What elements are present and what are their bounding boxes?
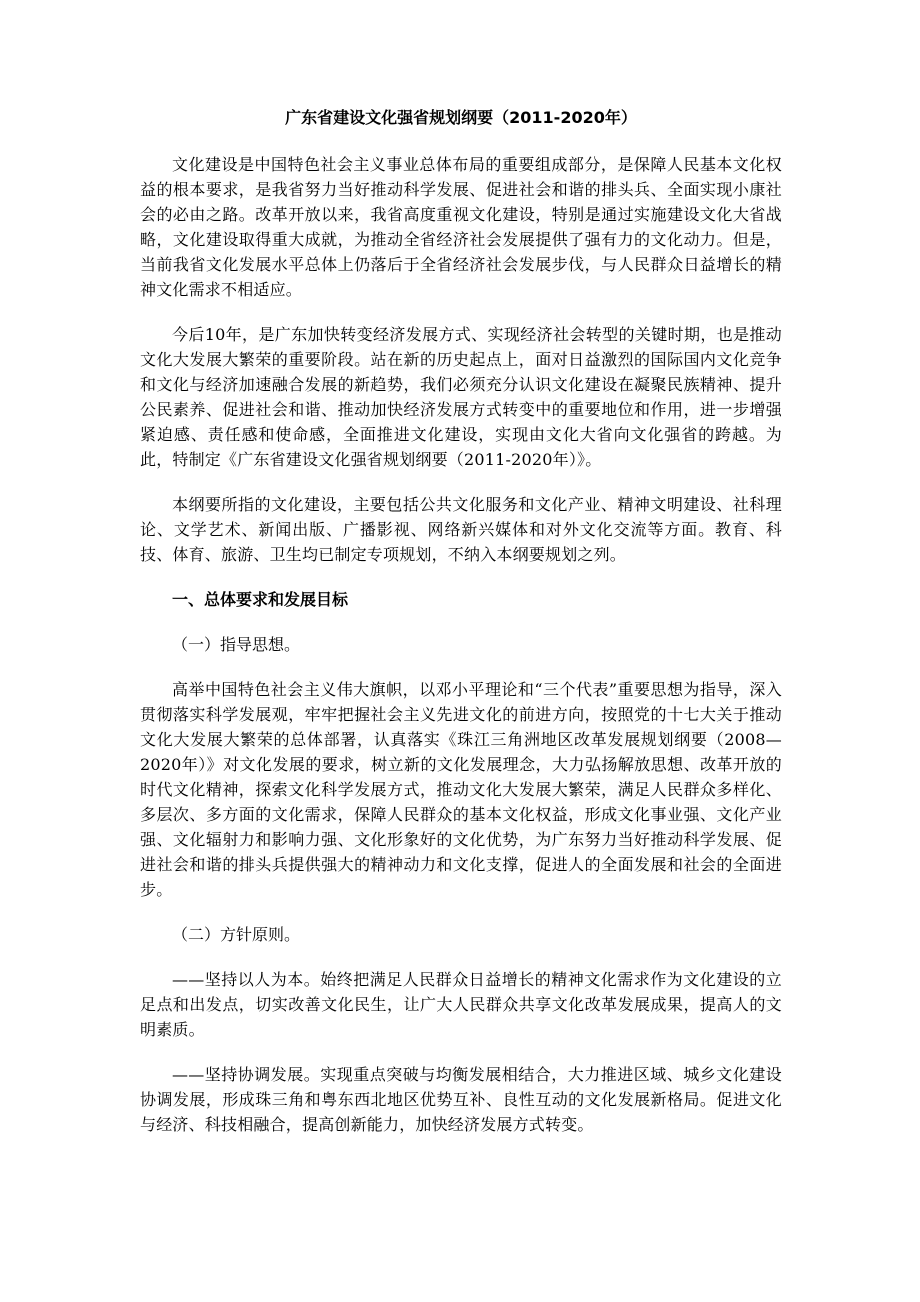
guiding-ideology-paragraph: 高举中国特色社会主义伟大旗帜，以邓小平理论和“三个代表”重要思想为指导，深入贯彻落实科学发展观，牢牢把握社会主义先进文化的前进方向，按照党的十七大关于推动文化大发展大繁荣的总体部署，认真落实《珠江三角洲地区改革发展规划纲要（2008—2020年）》对文化发展的要求，树立新的文化发展理念，大力弘扬解放思想、改革开放的时代文化精神，探索文化科学发展方式，推动文化大发展大繁荣，满足人民群众多样化、多层次、多方面的文化需求，保障人民群众的基本文化权益，形成文化事业强、文化产业强、文化辐射力和影响力强、文化形象好的文化优势，为广东努力当好推动科学发展、促进社会和谐的排头兵提供强大的精神动力和文化支撑，促进人的全面发展和社会的全面进步。 xyxy=(140,680,782,899)
subsection-heading-principles: （二）方针原则。 xyxy=(172,925,301,944)
section-heading: 一、总体要求和发展目标 xyxy=(172,590,349,609)
intro-paragraph-2: 今后10年，是广东加快转变经济发展方式、实现经济社会转型的关键时期，也是推动文化大发展大繁荣的重要阶段。站在新的历史起点上，面对日益激烈的国际国内文化竞争和文化与经济加速融合发展的新趋势，我们必须充分认识文化建设在凝聚民族精神、提升公民素养、促进社会和谐、推动加快经济发展方式转变中的重要地位和作用，进一步增强紧迫感、责任感和使命感，全面推进文化建设，实现由文化大省向文化强省的跨越。为此，特制定《广东省建设文化强省规划纲要（2011-2020年）》。 xyxy=(140,325,782,469)
intro-paragraph-1: 文化建设是中国特色社会主义事业总体布局的重要组成部分，是保障人民基本文化权益的根本要求，是我省努力当好推动科学发展、促进社会和谐的排头兵、全面实现小康社会的必由之路。改革开放以来，我省高度重视文化建设，特别是通过实施建设文化大省战略，文化建设取得重大成就，为推动全省经济社会发展提供了强有力的文化动力。但是，当前我省文化发展水平总体上仍落后于全省经济社会发展步伐，与人民群众日益增长的精神文化需求不相适应。 xyxy=(140,155,782,299)
document-page xyxy=(140,106,782,1157)
principle-paragraph-coordinated-development: ——坚持协调发展。实现重点突破与均衡发展相结合，大力推进区域、城乡文化建设协调发展，形成珠三角和粤东西北地区优势互补、良性互动的文化发展新格局。促进文化与经济、科技相融合，提高创新能力，加快经济发展方式转变。 xyxy=(140,1065,782,1134)
subsection-heading-guiding-ideology: （一）指导思想。 xyxy=(172,635,301,654)
principle-paragraph-people-oriented: ——坚持以人为本。始终把满足人民群众日益增长的精神文化需求作为文化建设的立足点和出发点，切实改善文化民生，让广大人民群众共享文化改革发展成果，提高人的文明素质。 xyxy=(140,970,782,1039)
document-title: 广东省建设文化强省规划纲要（2011-2020年） xyxy=(285,108,637,127)
intro-paragraph-3: 本纲要所指的文化建设，主要包括公共文化服务和文化产业、精神文明建设、社科理论、文学艺术、新闻出版、广播影视、网络新兴媒体和对外文化交流等方面。教育、科技、体育、旅游、卫生均已制定专项规划，不纳入本纲要规划之列。 xyxy=(140,495,782,564)
